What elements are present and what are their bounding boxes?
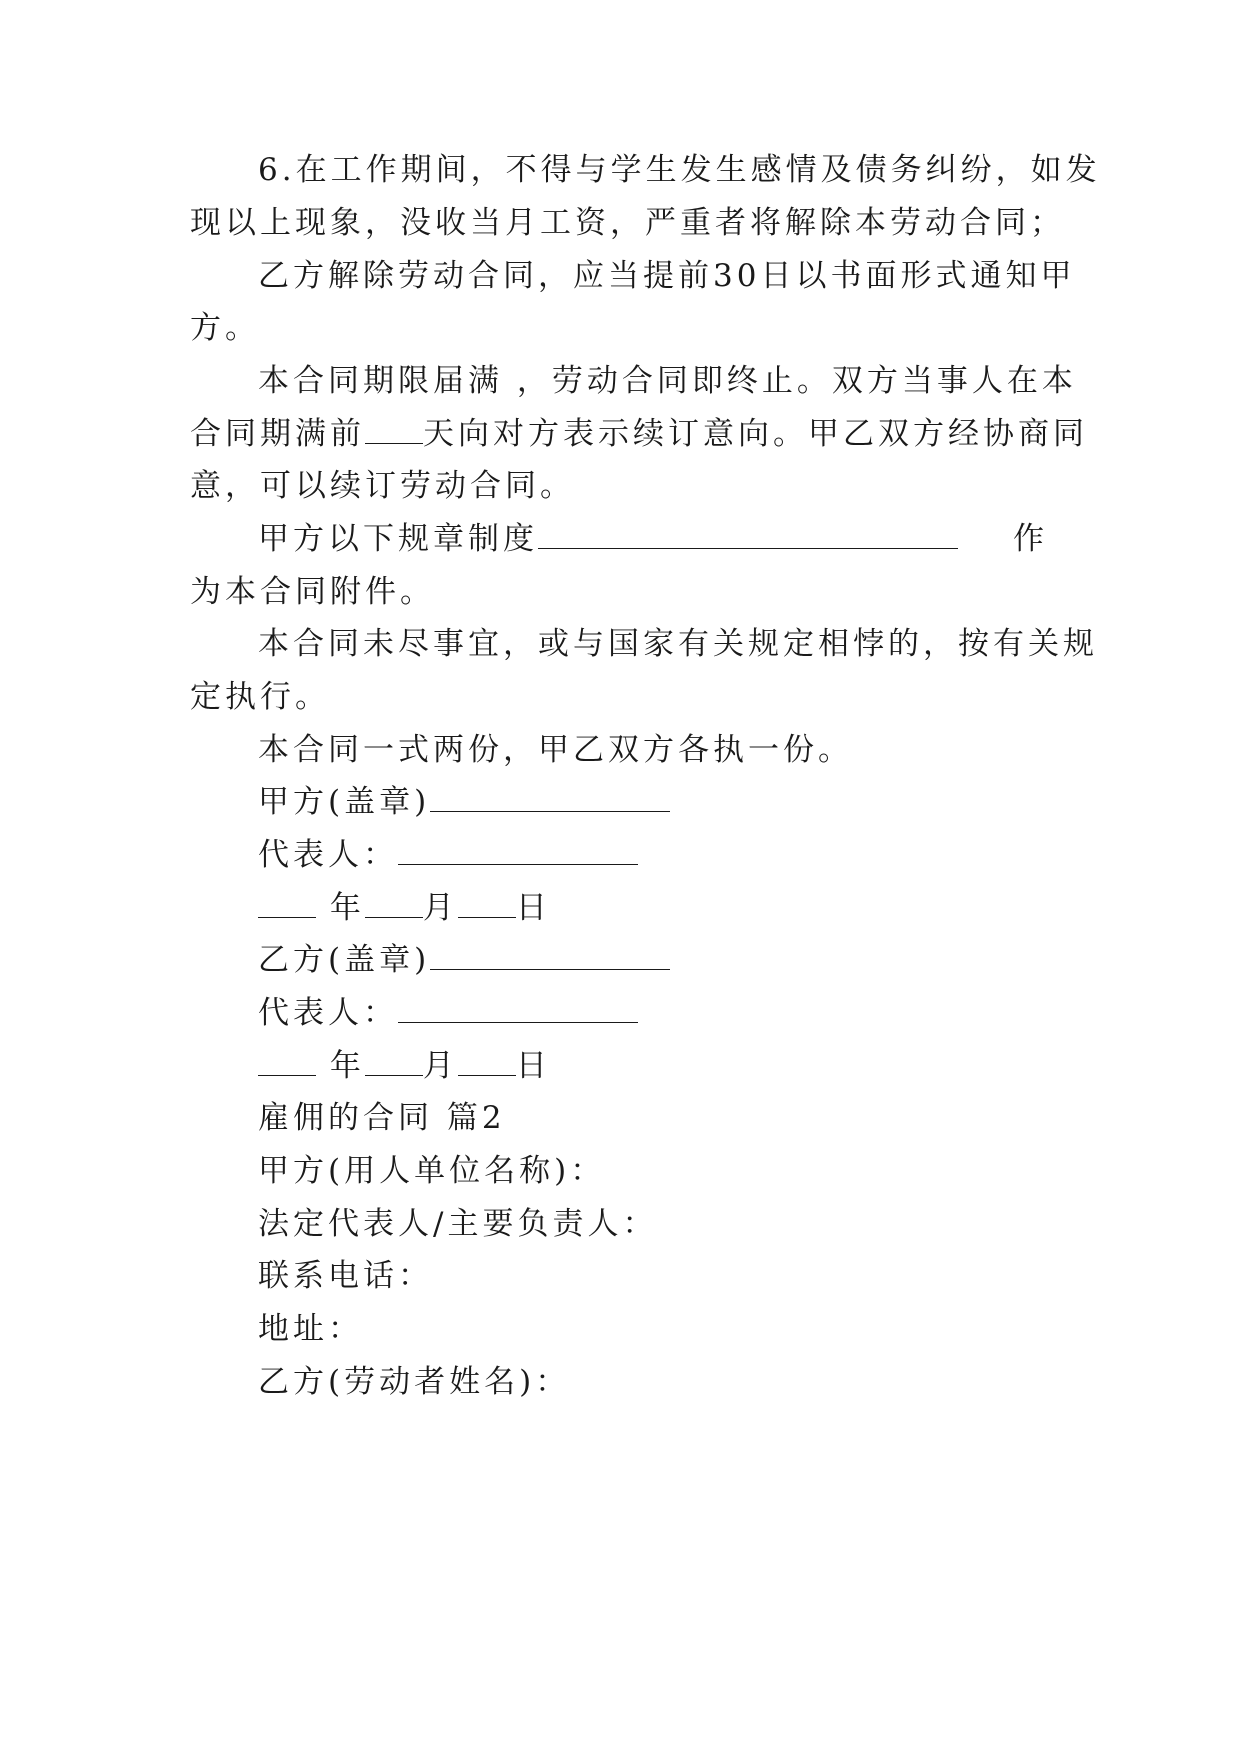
year-label: 年 <box>329 1048 365 1084</box>
party-a-rep-label: 代表人： <box>258 837 398 873</box>
month-label: 月 <box>422 1048 458 1084</box>
year-blank <box>258 891 316 918</box>
copies-clause: 本合同一式两份，甲乙双方各执一份。 <box>258 732 853 768</box>
month-blank <box>365 1049 423 1076</box>
days-blank <box>365 417 423 444</box>
party-a-date-line <box>258 888 551 928</box>
month-blank <box>365 891 423 918</box>
year-blank <box>258 1049 316 1076</box>
resignation-clause-line-2: 方。 <box>190 310 260 346</box>
month-label: 月 <box>422 890 458 926</box>
expiry-text-before-blank: 合同期满前 <box>190 416 365 452</box>
party-b-seal-label: 乙方(盖章) <box>258 942 431 978</box>
party-b-date-line <box>258 1046 551 1086</box>
party-a-rep-blank <box>398 838 638 865</box>
rules-clause-line-1 <box>258 519 958 559</box>
clause-6-line-1: 6.在工作期间，不得与学生发生感情及债务纠纷，如发 <box>258 152 1101 188</box>
day-label: 日 <box>515 1048 551 1084</box>
expiry-text-after-blank: 天向对方表示续订意向。甲乙双方经协商同 <box>423 416 1088 452</box>
phone-field: 联系电话： <box>258 1258 433 1294</box>
year-label: 年 <box>329 890 365 926</box>
rules-blank <box>538 522 958 549</box>
party-b-seal-line <box>258 940 670 980</box>
expiry-clause-line-1: 本合同期限届满 ，劳动合同即终止。双方当事人在本 <box>258 363 1077 399</box>
party-b-rep-line <box>258 993 638 1033</box>
rules-clause-end: 作 <box>1013 521 1048 557</box>
contract-2-title: 雇佣的合同 篇2 <box>258 1100 506 1136</box>
legal-representative-field: 法定代表人/主要负责人： <box>258 1206 658 1242</box>
resignation-clause-line-1: 乙方解除劳动合同，应当提前30日以书面形式通知甲 <box>258 258 1076 294</box>
day-blank <box>458 891 516 918</box>
party-a-seal-label: 甲方(盖章) <box>258 784 431 820</box>
employee-name-field: 乙方(劳动者姓名)： <box>258 1364 571 1400</box>
party-b-rep-label: 代表人： <box>258 995 398 1031</box>
party-b-seal-blank <box>430 943 670 970</box>
party-a-seal-blank <box>430 785 670 812</box>
party-a-seal-line <box>258 782 670 822</box>
rules-clause-line-2: 为本合同附件。 <box>190 574 435 610</box>
party-a-rep-line <box>258 835 638 875</box>
address-field: 地址： <box>258 1311 363 1347</box>
day-label: 日 <box>515 890 551 926</box>
party-b-rep-blank <box>398 996 638 1023</box>
other-matters-line-2: 定执行。 <box>190 679 330 715</box>
expiry-clause-line-2 <box>190 414 1088 454</box>
day-blank <box>458 1049 516 1076</box>
rules-text: 甲方以下规章制度 <box>258 521 538 557</box>
expiry-clause-line-3: 意，可以续订劳动合同。 <box>190 468 575 504</box>
employer-name-field: 甲方(用人单位名称)： <box>258 1153 606 1189</box>
other-matters-line-1: 本合同未尽事宜，或与国家有关规定相悖的，按有关规 <box>258 626 1098 662</box>
clause-6-line-2: 现以上现象，没收当月工资，严重者将解除本劳动合同； <box>190 205 1065 241</box>
